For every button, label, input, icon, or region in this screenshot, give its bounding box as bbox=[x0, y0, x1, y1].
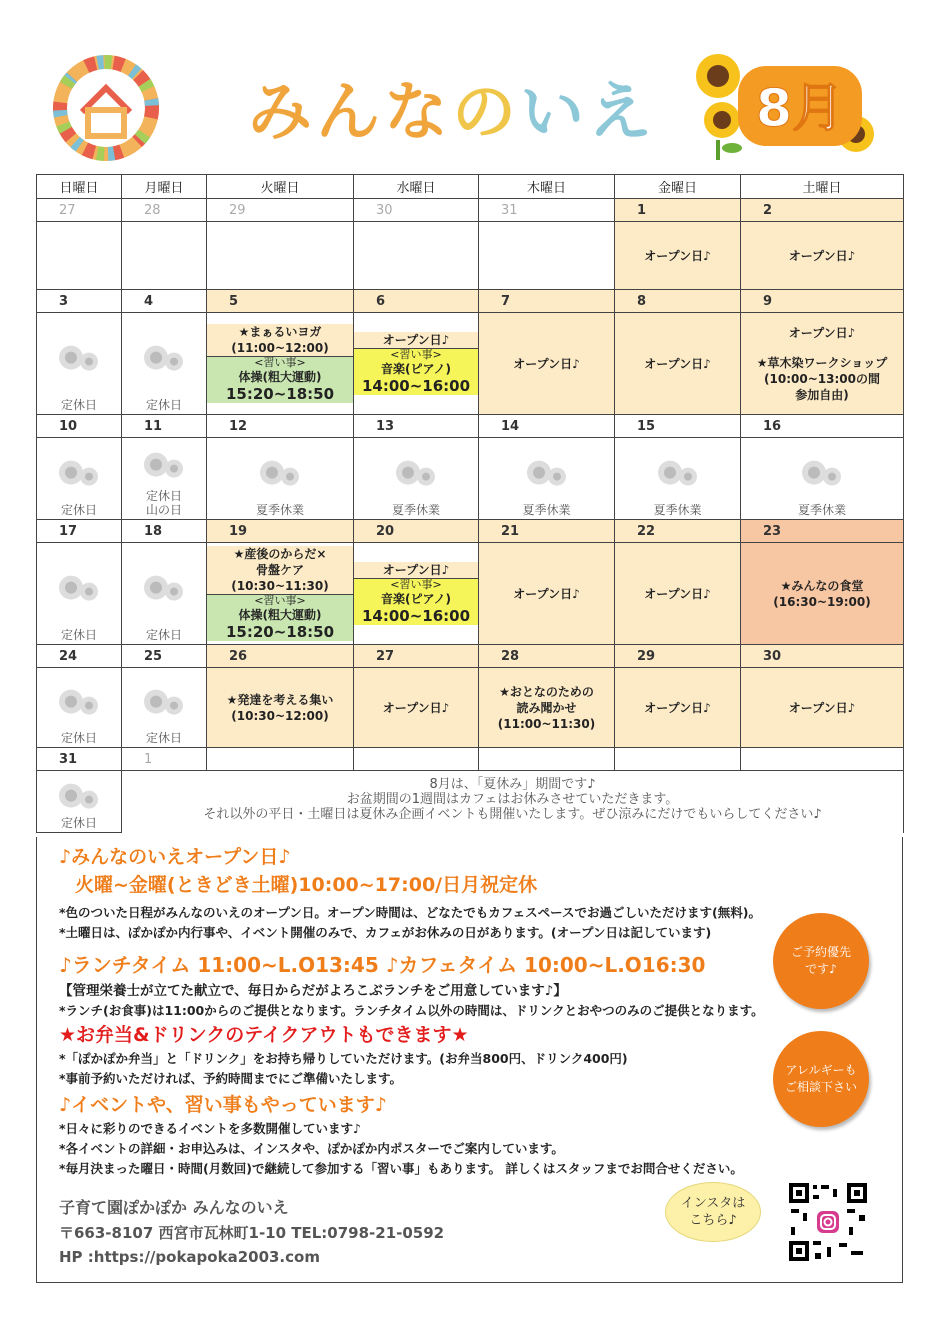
development-event: ★発達を考える集い (10:30~12:00) bbox=[207, 668, 354, 748]
takeout-note: *事前予約いただければ、予約時間までにご準備いたします。 bbox=[59, 1071, 403, 1086]
summer-label: 夏季休業 bbox=[255, 503, 304, 517]
date-number: 12 bbox=[207, 415, 354, 438]
sunflower-icon bbox=[55, 779, 103, 811]
date-number: 27 bbox=[354, 645, 479, 668]
date-number: 31 bbox=[479, 199, 615, 222]
week4-events bbox=[37, 543, 904, 645]
sunflower-icon bbox=[55, 456, 103, 488]
date-number: 27 bbox=[37, 199, 122, 222]
notice-line: お盆期間の1週間はカフェはお休みさせていただきます。 bbox=[346, 792, 679, 807]
summer-closed-cell bbox=[354, 438, 479, 520]
week5-dates bbox=[37, 645, 904, 668]
sunflower-icon bbox=[654, 456, 702, 488]
lesson-label: <習い事> bbox=[254, 356, 306, 369]
date-number: 11 bbox=[122, 415, 207, 438]
week5-events bbox=[37, 668, 904, 748]
lunch-note: *ランチ(お食事)は11:00からのご提供となります。ランチタイム以外の時間は、ドリンクとおやつのみのご提供となります。 bbox=[59, 1003, 764, 1018]
closed-label: 定休日 bbox=[60, 628, 97, 642]
notice-line: 8月は、「夏休み」期間です♪ bbox=[429, 777, 596, 792]
takeout-heading: ★お弁当&ドリンクのテイクアウトもできます★ bbox=[59, 1024, 469, 1046]
title-char: の bbox=[452, 76, 516, 150]
closed-cell bbox=[37, 313, 122, 415]
week1-events bbox=[37, 222, 904, 290]
lesson-title: 体操(粗大運動) bbox=[238, 608, 322, 622]
org-address: 〒663-8107 西宮市瓦林町1-10 TEL:0798-21-0592 bbox=[59, 1224, 445, 1242]
date-number: 17 bbox=[37, 520, 122, 543]
week1-dates bbox=[37, 199, 904, 222]
open-day-label: オープン日♪ bbox=[382, 563, 450, 577]
lesson-time: 15:20~18:50 bbox=[225, 385, 335, 403]
date-number: 9 bbox=[741, 290, 904, 313]
open-hours: 火曜~金曜(ときどき土曜)10:00~17:00/日月祝定休 bbox=[75, 874, 538, 896]
summer-closed-cell bbox=[741, 438, 904, 520]
closed-cell bbox=[37, 543, 122, 645]
empty-cell bbox=[354, 748, 479, 771]
date-number: 22 bbox=[615, 520, 741, 543]
event-cell bbox=[354, 313, 479, 415]
weekday-header bbox=[37, 175, 904, 199]
reading-event: ★おとなのための 読み聞かせ (11:00~11:30) bbox=[479, 668, 615, 748]
sunflower-icon bbox=[140, 341, 188, 373]
open-note: *土曜日は、ぽかぽか内行事や、イベント開催のみで、カフェがお休みの日があります。(オープン日は記しています) bbox=[59, 925, 712, 940]
weekday-sat: 土曜日 bbox=[741, 175, 904, 199]
week3-dates bbox=[37, 415, 904, 438]
summer-label: 夏季休業 bbox=[522, 503, 571, 517]
postnatal-event: ★産後のからだ× 骨盤ケア (10:30~11:30) bbox=[231, 547, 329, 593]
event-cell bbox=[207, 313, 354, 415]
closed-cell bbox=[122, 668, 207, 748]
open-day-cell: オープン日♪ bbox=[741, 222, 904, 290]
week6-events bbox=[37, 771, 904, 833]
sunflower-icon bbox=[55, 571, 103, 603]
info-section bbox=[36, 837, 903, 1283]
event-note: *毎月決まった曜日・時間(月数回)で継続して参加する「習い事」もあります。 詳しくはスタッフまでお問合せください。 bbox=[59, 1161, 743, 1176]
page-title bbox=[248, 76, 652, 150]
lesson-time: 14:00~16:00 bbox=[361, 607, 471, 625]
open-day-cell: オープン日♪ bbox=[741, 668, 904, 748]
lunch-heading: ♪ランチタイム 11:00~L.O13:45 ♪カフェタイム 10:00~L.O16:30 bbox=[59, 953, 706, 977]
event-heading: ♪イベントや、習い事もやっています♪ bbox=[59, 1094, 387, 1116]
closed-cell bbox=[37, 668, 122, 748]
yoga-event: ★まぁるいヨガ (11:00~12:00) bbox=[231, 325, 329, 355]
date-number: 16 bbox=[741, 415, 904, 438]
date-number: 21 bbox=[479, 520, 615, 543]
month-badge bbox=[692, 48, 882, 163]
notice-line: それ以外の平日・土曜日は夏休み企画イベントも開催いたします。ぜひ涼みにだけでもいらしてください♪ bbox=[203, 807, 822, 822]
title-char: え bbox=[588, 76, 652, 150]
sunflower-icon bbox=[140, 685, 188, 717]
date-number: 13 bbox=[354, 415, 479, 438]
lesson-label: <習い事> bbox=[254, 594, 306, 607]
date-number: 29 bbox=[207, 199, 354, 222]
sunflower-icon bbox=[256, 456, 304, 488]
date-number: 5 bbox=[207, 290, 354, 313]
date-number: 29 bbox=[615, 645, 741, 668]
event-cell bbox=[354, 543, 479, 645]
lesson-title: 音楽(ピアノ) bbox=[380, 362, 451, 376]
instagram-callout: インスタは こちら♪ bbox=[665, 1182, 761, 1242]
weekday-sun: 日曜日 bbox=[37, 175, 122, 199]
weekday-tue: 火曜日 bbox=[207, 175, 354, 199]
title-char: み bbox=[248, 76, 312, 150]
closed-label: 定休日 bbox=[60, 398, 97, 412]
cafeteria-event: ★みんなの食堂 (16:30~19:00) bbox=[741, 543, 904, 645]
empty-cell bbox=[615, 748, 741, 771]
lesson-time: 15:20~18:50 bbox=[225, 623, 335, 641]
week4-dates bbox=[37, 520, 904, 543]
date-number: 4 bbox=[122, 290, 207, 313]
lesson-label: <習い事> bbox=[390, 348, 442, 361]
empty-cell bbox=[207, 222, 354, 290]
closed-label: 定休日 bbox=[60, 816, 97, 830]
date-number: 7 bbox=[479, 290, 615, 313]
house-logo-icon bbox=[52, 54, 160, 162]
date-number: 8 bbox=[615, 290, 741, 313]
sunflower-icon bbox=[523, 456, 571, 488]
date-number: 31 bbox=[37, 748, 122, 771]
open-day-cell: オープン日♪ bbox=[615, 222, 741, 290]
lesson-title: 音楽(ピアノ) bbox=[380, 592, 451, 606]
sunflower-icon bbox=[55, 341, 103, 373]
empty-cell bbox=[479, 748, 615, 771]
date-number: 25 bbox=[122, 645, 207, 668]
summer-closed-cell bbox=[615, 438, 741, 520]
lesson-title: 体操(粗大運動) bbox=[238, 370, 322, 384]
qr-code-icon[interactable] bbox=[787, 1181, 869, 1263]
closed-cell bbox=[122, 438, 207, 520]
summer-label: 夏季休業 bbox=[797, 503, 846, 517]
empty-cell bbox=[354, 222, 479, 290]
title-char: ん bbox=[316, 76, 380, 150]
sunflower-icon bbox=[55, 685, 103, 717]
sunflower-icon bbox=[392, 456, 440, 488]
date-number: 2 bbox=[741, 199, 904, 222]
closed-cell bbox=[122, 543, 207, 645]
summer-closed-cell bbox=[479, 438, 615, 520]
date-number: 18 bbox=[122, 520, 207, 543]
org-homepage: HP :https://pokapoka2003.com bbox=[59, 1248, 320, 1266]
date-number: 28 bbox=[479, 645, 615, 668]
date-number: 6 bbox=[354, 290, 479, 313]
empty-cell bbox=[37, 222, 122, 290]
empty-cell bbox=[122, 222, 207, 290]
empty-cell bbox=[207, 748, 354, 771]
date-number: 1 bbox=[615, 199, 741, 222]
open-day-cell: オープン日♪ bbox=[615, 668, 741, 748]
date-number: 30 bbox=[741, 645, 904, 668]
summer-label: 夏季休業 bbox=[391, 503, 440, 517]
footer bbox=[59, 1195, 444, 1269]
week3-events bbox=[37, 438, 904, 520]
closed-cell bbox=[37, 771, 122, 833]
summer-label: 夏季休業 bbox=[653, 503, 702, 517]
closed-label: 定休日 bbox=[145, 731, 182, 745]
event-note: *各イベントの詳細・お申込みは、インスタや、ぽかぽか内ポスターでご案内しています。 bbox=[59, 1141, 564, 1156]
closed-label: 定休日 山の日 bbox=[145, 489, 182, 517]
weekday-mon: 月曜日 bbox=[122, 175, 207, 199]
closed-label: 定休日 bbox=[145, 398, 182, 412]
date-number: 14 bbox=[479, 415, 615, 438]
sunflower-icon bbox=[798, 456, 846, 488]
date-number: 30 bbox=[354, 199, 479, 222]
open-day-cell: オープン日♪ bbox=[615, 543, 741, 645]
weekday-fri: 金曜日 bbox=[615, 175, 741, 199]
closed-cell bbox=[122, 313, 207, 415]
takeout-note: *「ぽかぽか弁当」と「ドリンク」をお持ち帰りしていただけます。(お弁当800円、ドリンク400円) bbox=[59, 1051, 628, 1066]
open-day-label: オープン日♪ bbox=[382, 333, 450, 347]
date-number: 1 bbox=[122, 748, 207, 771]
lunch-main: 【管理栄養士が立てた献立で、毎日からだがよろこぶランチをご用意しています♪】 bbox=[59, 983, 567, 999]
closed-label: 定休日 bbox=[60, 731, 97, 745]
open-note: *色のついた日程がみんなのいえのオープン日。オープン時間は、どなたでもカフェスペースでお過ごしいただけます(無料)。 bbox=[59, 905, 761, 920]
title-char: な bbox=[384, 76, 448, 150]
week6-dates bbox=[37, 748, 904, 771]
date-number: 3 bbox=[37, 290, 122, 313]
empty-cell bbox=[741, 748, 904, 771]
date-number: 19 bbox=[207, 520, 354, 543]
open-heading: ♪みんなのいえオープン日♪ bbox=[59, 846, 291, 868]
org-name: 子育て園ぽかぽか みんなのいえ bbox=[59, 1198, 289, 1217]
closed-label: 定休日 bbox=[145, 628, 182, 642]
open-day-cell: オープン日♪ bbox=[479, 313, 615, 415]
sunflower-icon bbox=[140, 448, 188, 480]
open-day-cell: オープン日♪ bbox=[479, 543, 615, 645]
date-number: 24 bbox=[37, 645, 122, 668]
event-cell bbox=[741, 313, 904, 415]
week2-events bbox=[37, 313, 904, 415]
sunflower-icon bbox=[140, 571, 188, 603]
lesson-time: 14:00~16:00 bbox=[361, 377, 471, 395]
lesson-label: <習い事> bbox=[390, 578, 442, 591]
summer-notice bbox=[122, 771, 904, 833]
workshop-event: ★草木染ワークショップ (10:00~13:00の間 参加自由) bbox=[756, 355, 888, 402]
weekday-thu: 木曜日 bbox=[479, 175, 615, 199]
reservation-bubble: ご予約優先 です♪ bbox=[773, 913, 869, 1009]
date-number: 15 bbox=[615, 415, 741, 438]
month-text: 8月 bbox=[755, 79, 845, 139]
closed-cell bbox=[37, 438, 122, 520]
event-cell bbox=[207, 543, 354, 645]
open-day-cell: オープン日♪ bbox=[615, 313, 741, 415]
empty-cell bbox=[479, 222, 615, 290]
open-day-label: オープン日♪ bbox=[788, 325, 856, 340]
weekday-wed: 水曜日 bbox=[354, 175, 479, 199]
event-note: *日々に彩りのできるイベントを多数開催しています♪ bbox=[59, 1121, 362, 1136]
calendar bbox=[36, 174, 903, 833]
allergy-bubble: アレルギーも ご相談下さい bbox=[773, 1031, 869, 1127]
date-number: 28 bbox=[122, 199, 207, 222]
closed-label: 定休日 bbox=[60, 503, 97, 517]
date-number: 10 bbox=[37, 415, 122, 438]
week2-dates bbox=[37, 290, 904, 313]
date-number: 23 bbox=[741, 520, 904, 543]
open-day-cell: オープン日♪ bbox=[354, 668, 479, 748]
summer-closed-cell bbox=[207, 438, 354, 520]
date-number: 26 bbox=[207, 645, 354, 668]
title-char: い bbox=[520, 76, 584, 150]
date-number: 20 bbox=[354, 520, 479, 543]
